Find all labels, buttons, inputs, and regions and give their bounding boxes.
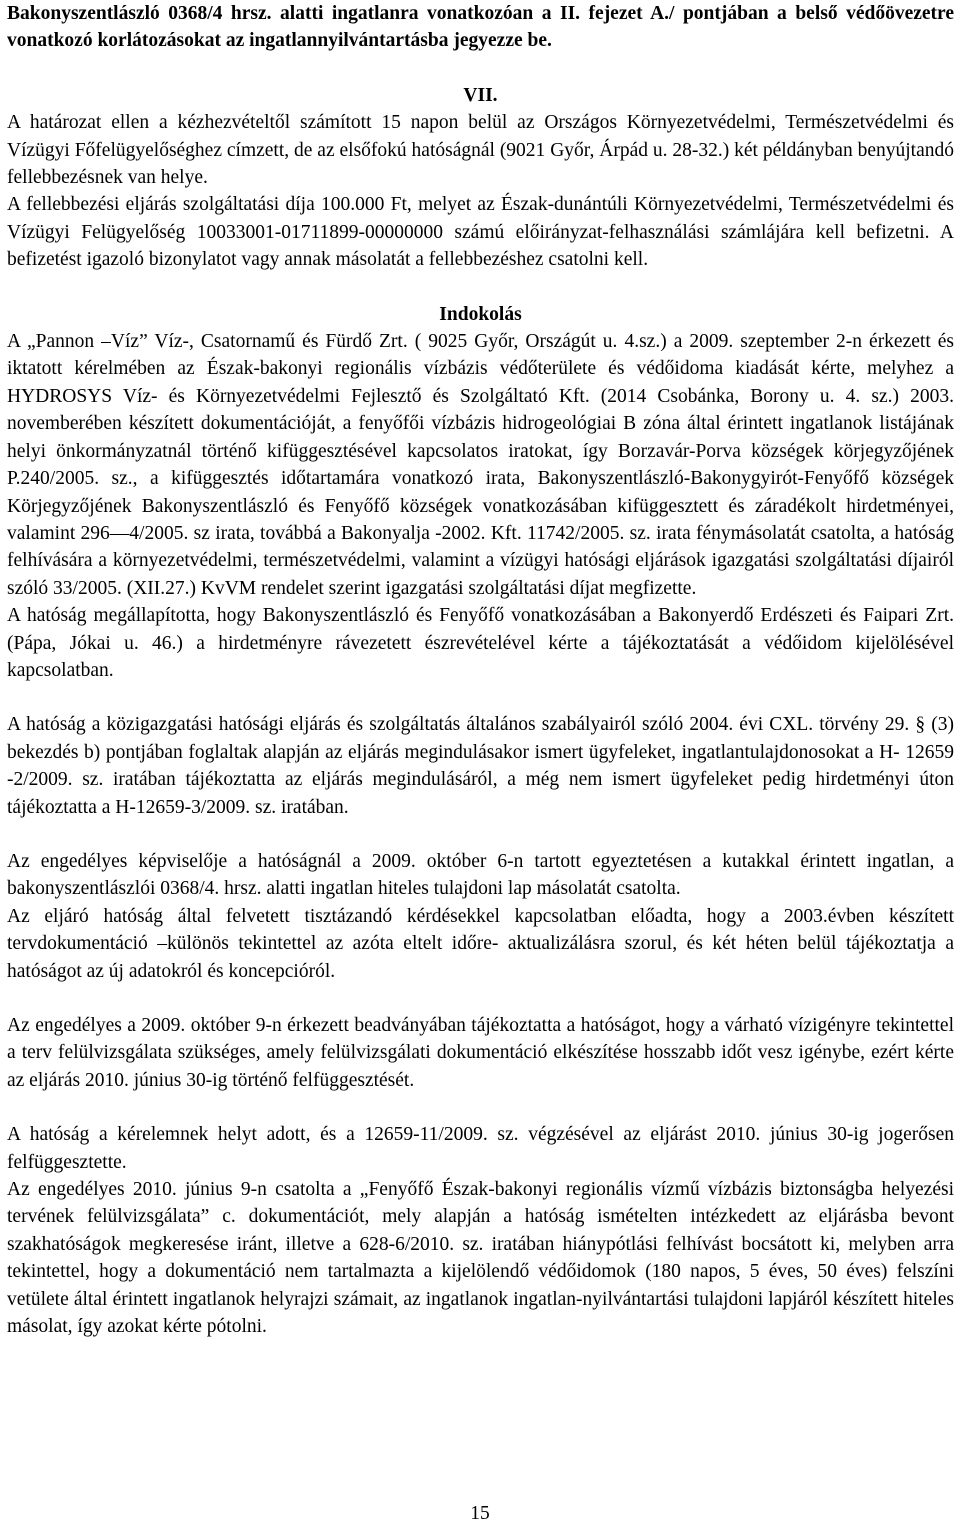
paragraph-suspension-request: Az engedélyes a 2009. október 9-n érkezett beadványában tájékoztatta a hatóságot, hogy a várható vízigényre tekintettel a terv felülvizsgálata szükséges, amely felülvizsgálati dokumentáció elkészítése hosszabb időt vesz igénybe, ezért kérte az eljárás 2010. június 30-ig történő felfüggesztését. — [7, 1015, 954, 1091]
paragraph-client-notice: A hatóság a közigazgatási hatósági eljárás és szolgáltatás általános szabályairól szóló 2004. évi CXL. törvény 29. § (3) bekezdés b) pontjában foglaltak alapján az eljárás megindulásakor ismert ügyfeleket, ingatlantulajdonosokat a H- 12659 -2/2009. sz. iratában tájékoztatta az eljárás megindulásáról, a még nem ismert ügyfeleket pedig hirdetményi úton tájékoztatta a H-12659-3/2009. sz. iratában. — [7, 714, 954, 818]
paragraph-appeal-right: A határozat ellen a kézhezvételtől számított 15 napon belül az Országos Környezetvédelmi, Természetvédelmi és Vízügyi Főfelügyelőséghez címzett, de az elsőfokú hatóságnál (9021 Győr, Árpád u. 28-32.) két példányban benyújtandó fellebbezésnek van helye. — [7, 112, 954, 189]
section-heading-indokolas: Indokolás — [439, 303, 522, 325]
page-number: 15 — [470, 1503, 490, 1524]
paragraph-plan-update: Az eljáró hatóság által felvetett tisztázandó kérdésekkel kapcsolatban előadta, hogy a 2003.évben készített tervdokumentáció –különös tekintettel az azóta eltelt időre- aktualizálásra szorul, és két héten belül tájékoztatja a hatóságot az új adatokról és koncepcióról. — [7, 905, 954, 982]
document-page — [7, 0, 954, 1340]
section-heading-vii: VII. — [463, 84, 498, 106]
paragraph-deficiency-notice: Az engedélyes 2010. június 9-n csatolta a „Fenyőfő Észak-bakonyi regionális vízmű vízbázis biztonságba helyezési tervének felülvizsgálata” c. dokumentációt, mely alapján a hatóság ismételten intézkedett az eljárásba bevont szakhatóságok megkeresése iránt, illetve a 628-6/2010. sz. iratában hiánypótlási felhívást bocsátott ki, melyben arra tekintettel, hogy a dokumentáció nem tartalmazta a kijelölendő védőidomok (180 napos, 5 éves, 50 éves) felszíni vetülete által érintett ingatlanok helyrajzi számait, az ingatlanok ingatlan-nyilvántartási tulajdoni lapjáról készített hiteles másolat, így azokat kérte pótolni. — [7, 1179, 954, 1338]
paragraph-land-registry-order: Bakonyszentlászló 0368/4 hrsz. alatti ingatlanra vonatkozóan a II. fejezet A./ pontjában a belső védőövezetre vonatkozó korlátozásokat az ingatlannyilvántartásba jegyezze be. — [7, 3, 954, 52]
paragraph-suspension-granted: A hatóság a kérelemnek helyt adott, és a 12659-11/2009. sz. végzésével az eljárást 2010. június 30-ig jogerősen felfüggesztette. — [7, 1124, 954, 1173]
paragraph-authority-finding: A hatóság megállapította, hogy Bakonyszentlászló és Fenyőfő vonatkozásában a Bakonyerdő Erdészeti és Faipari Zrt. (Pápa, Jókai u. 46.) a hirdetményre rávezetett észrevételével kérte a tájékoztatását a védőidom kijelölésével kapcsolatban. — [7, 605, 954, 681]
paragraph-appeal-fee: A fellebbezési eljárás szolgáltatási díja 100.000 Ft, melyet az Észak-dunántúli Környezetvédelmi, Természetvédelmi és Vízügyi Felügyelőség 10033001-01711899-00000000 számú előirányzat-felhasználási számlájára kell befizetni. A befizetést igazoló bizonylatot vagy annak másolatát a fellebbezéshez csatolni kell. — [7, 194, 954, 271]
paragraph-representative: Az engedélyes képviselője a hatóságnál a 2009. október 6-n tartott egyeztetésen a kutakkal érintett ingatlan, a bakonyszentlászlói 0368/4. hrsz. alatti ingatlan hiteles tulajdoni lap másolatát csatolta. — [7, 850, 954, 900]
paragraph-request-details: A „Pannon –Víz” Víz-, Csatornamű és Fürdő Zrt. ( 9025 Győr, Országút u. 4.sz.) a 2009. szeptember 2-n érkezett és iktatott kérelmében az Észak-bakonyi regionális vízbázis védőterülete és védőidoma kiadását kérte, melyhez a HYDROSYS Víz- és Környezetvédelmi Fejlesztő és Szolgáltató Kft. (2014 Csobánka, Borony u. 4. sz.) 2003. novemberében készített dokumentációját, a fenyőfői vízbázis hidrogeológiai B zóna által érintett ingatlanok listájának helyi önkormányzatnál történő kifüggesztésével kapcsolatos iratokat, így Borzavár-Porva községek körjegyzőjének P.240/2005. sz., a kifüggesztés időtartamára vonatkozó irata, Bakonyszentlászló-Bakonygyirót-Fenyőfő községek Körjegyzőjének Bakonyszentlászló és Fenyőfő községek vonatkozásában kifüggesztett és záradékolt hirdetményei, valamint 296—4/2005. sz irata, továbbá a Bakonyalja -2002. Kft. 11742/2005. sz. irata fénymásolatát csatolta, a hatóság felhívására a környezetvédelmi, természetvédelmi, valamint a vízügyi hatósági eljárások igazgatási szolgáltatási díjairól szóló 33/2005. (XII.27.) KvVM rendelet szerint igazgatási szolgáltatási díjat megfizette. — [7, 331, 954, 599]
